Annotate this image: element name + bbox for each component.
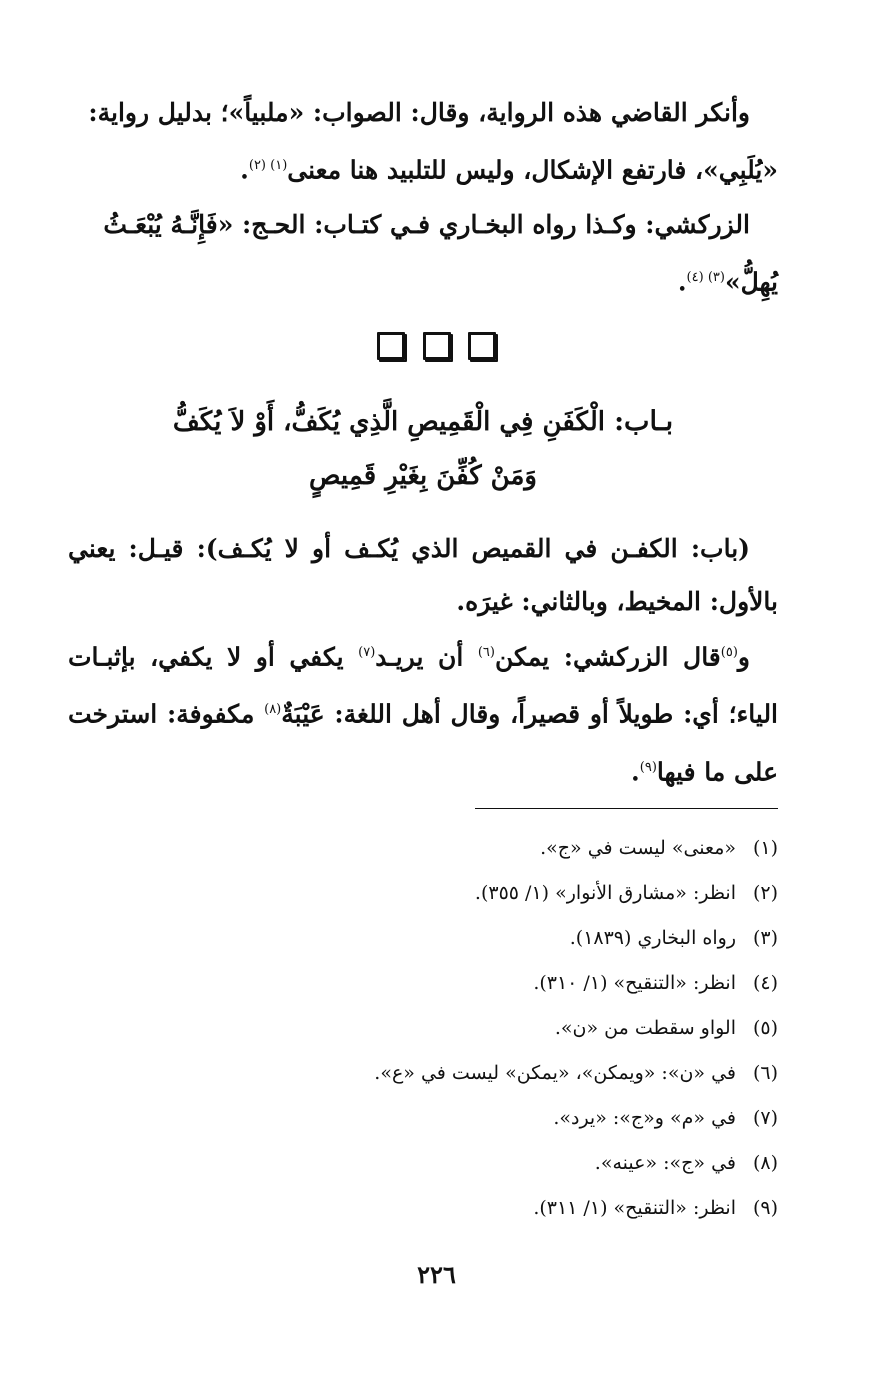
separator-square-icon (423, 332, 451, 360)
chapter-title-line-1: الْكَفَنِ فِي الْقَمِيصِ الَّذِي يُكَفُّ، أَوْ لاَ يُكَفُّ (172, 407, 605, 437)
footnotes-list (68, 826, 778, 1231)
paragraph-4 (68, 626, 778, 798)
footnote-item (68, 961, 778, 1006)
footnote-text: انظر: «مشارق الأنوار» (١/ ٣٥٥). (474, 882, 736, 904)
footnote-number: (٧) (752, 1107, 778, 1129)
chapter-bab-label: بـاب: (614, 406, 674, 437)
footnote-number: (٤) (752, 972, 778, 994)
footnote-item (68, 1006, 778, 1051)
footnote-text: في «م» و«ج»: «يرد». (553, 1107, 736, 1129)
paragraph-4-text: و$^{(٥)}$قال الزركشي: يمكن$^{(٦)}$ أن يريـد$^{(٧)}$ يكفي أو لا يكفي، بإثبـات الياء؛ أي: طويلاً أو قصيراً، وقال أهل اللغة: عَيْبَةٌ$^{(٨)}$ مكفوفة: استرخت على ما فيها$^{(٩)}$. (68, 642, 779, 786)
footnote-number: (٨) (752, 1152, 778, 1174)
footnote-item (68, 1096, 778, 1141)
footnote-number: (١) (752, 837, 778, 859)
separator-square-icon (377, 332, 405, 360)
footnote-ref-5: (٥) (720, 645, 738, 660)
paragraph-3-text: (باب: الكفـن في القميص الذي يُكـف أو لا يُكـف): قيـل: يعني بالأول: المخيط، وبالثاني: غيرَه. (68, 534, 778, 616)
page-number: ٢٢٦ (417, 1260, 456, 1289)
paragraph-3 (68, 522, 778, 628)
footnote-number: (٥) (752, 1017, 778, 1039)
separator-square-icon (468, 332, 496, 360)
footnote-item (68, 916, 778, 961)
paragraph-4-part-1: قال الزركشي: يمكن (494, 642, 721, 672)
paragraph-2-text: يُهِلُّ» (724, 267, 778, 297)
footnote-item (68, 1051, 778, 1096)
chapter-heading-line-1 (68, 395, 778, 449)
paragraph-2 (68, 198, 778, 308)
footnote-item (68, 1186, 778, 1231)
footnote-ref-9: (٩) (639, 759, 657, 775)
paragraph-2-line-2: يُهِلُّ»$^{(٣) (٤)}$. (677, 267, 778, 297)
footnote-number: (٦) (752, 1062, 778, 1084)
paragraph-4-part-2: أن يريـد (375, 642, 478, 672)
paragraph-1-line-2: «يُلَبِي»، فارتفع الإشكال، وليس للتلبيد هنا معنى$^{(١) (٢)}$. (240, 155, 778, 185)
footnote-item (68, 871, 778, 916)
paragraph-1 (68, 86, 778, 196)
footnote-item (68, 1141, 778, 1186)
paragraph-4-prefix: و (737, 642, 750, 672)
footnote-text: انظر: «التنقيح» (١/ ٣١١). (533, 1197, 736, 1219)
footnote-text: في «ن»: «ويمكن»، «يمكن» ليست في «ع». (374, 1062, 736, 1084)
footnote-ref-7: (٧) (358, 645, 376, 660)
footnote-item (68, 826, 778, 871)
footnote-ref-8: (٨) (264, 702, 282, 718)
footnote-text: في «ج»: «عينه». (594, 1152, 736, 1174)
footnote-text: انظر: «التنقيح» (١/ ٣١٠). (533, 972, 736, 994)
footnote-text: الواو سقطت من «ن». (554, 1017, 736, 1039)
footnote-divider (475, 808, 778, 809)
chapter-title-line-2: وَمَنْ كُفِّنَ بِغَيْرِ قَمِيصٍ (309, 461, 537, 491)
footnote-ref-3-4: (٣) (٤) (686, 270, 725, 285)
section-separator (0, 332, 873, 364)
footnote-ref-1-2: (١) (٢) (248, 158, 288, 173)
paragraph-1-line-1: وأنكر القاضي هذه الرواية، وقال: الصواب: «ملبياً»؛ بدليل رواية: (88, 98, 750, 127)
paragraph-1-text: «يُلَبِي»، فارتفع الإشكال، وليس للتلبيد هنا معنى (287, 155, 778, 185)
chapter-heading (68, 395, 778, 503)
footnote-number: (٩) (752, 1197, 778, 1219)
paragraph-4-part-3: يكفي أو لا يكفي، بإثبـات الياء؛ أي: طويلاً أو قصيراً، وقال أهل اللغة: عَيْبَةٌ (68, 642, 779, 729)
footnote-number: (٢) (752, 882, 778, 904)
footnote-text: «معنى» ليست في «ج». (540, 837, 736, 859)
paragraph-4-part-4: مكفوفة: استرخت على ما فيها (68, 699, 778, 786)
footnote-number: (٣) (752, 927, 778, 949)
footnote-ref-6: (٦) (477, 645, 495, 660)
footnote-text: رواه البخاري (١٨٣٩). (569, 927, 736, 949)
paragraph-2-line-1: الزركشي: وكـذا رواه البخـاري فـي كتـاب: الحـج: «فَإِنَّـهُ يُبْعَـثُ (103, 210, 750, 239)
